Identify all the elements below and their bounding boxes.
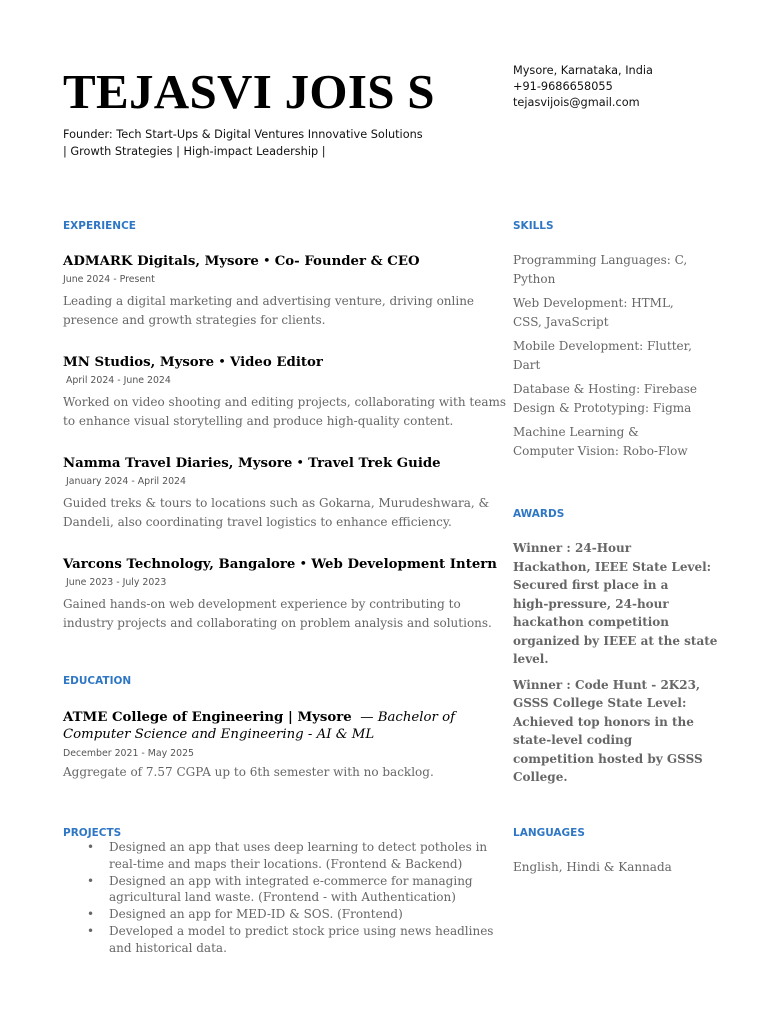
- project-item: [63, 873, 483, 907]
- job-description: [63, 494, 490, 531]
- job-description: [63, 393, 507, 430]
- award-line: competition hosted by GSSS: [513, 751, 703, 766]
- award-line: Hackathon, IEEE State Level:: [513, 559, 712, 574]
- skills-heading: SKILLS: [513, 220, 554, 232]
- job-description-line: industry projects and collaborating on problem analysis and solutions.: [63, 615, 492, 630]
- projects-list: [63, 839, 494, 957]
- separator-dot: •: [299, 557, 308, 572]
- education-detail: Aggregate of 7.57 CGPA up to 6th semester with no backlog.: [63, 765, 434, 779]
- skill-line: Database & Hosting: Firebase: [513, 382, 698, 396]
- award-line: organized by IEEE at the state: [513, 633, 718, 648]
- skill-line: CSS, JavaScript: [513, 314, 609, 329]
- award-item: [513, 539, 718, 669]
- award-line: hackathon competition: [513, 615, 670, 629]
- job-org: Varcons Technology, Bangalore: [63, 557, 296, 572]
- award-line: College.: [513, 770, 568, 784]
- project-item-line: agricultural land waste. (Frontend - with Authentication): [109, 890, 456, 905]
- job-date: January 2024 - April 2024: [66, 476, 186, 487]
- contact-block: [513, 63, 653, 111]
- skill-item: [513, 380, 703, 417]
- languages-heading: LANGUAGES: [513, 827, 585, 839]
- education-heading: EDUCATION: [63, 675, 132, 687]
- tagline-line: | Growth Strategies | High-impact Leadership |: [63, 145, 326, 158]
- awards-list: [513, 539, 718, 794]
- job-role: Co- Founder & CEO: [274, 254, 420, 269]
- job-role: Video Editor: [230, 355, 323, 370]
- award-item: [513, 676, 703, 787]
- skill-item: [513, 423, 703, 460]
- job-entry: [63, 353, 507, 430]
- job-description-line: to enhance visual storytelling and produce high-quality content.: [63, 413, 454, 428]
- contact-phone: +91-9686658055: [513, 80, 613, 93]
- job-role: Travel Trek Guide: [308, 456, 441, 471]
- job-description: [63, 292, 483, 329]
- education-date: December 2021 - May 2025: [63, 748, 195, 759]
- award-line: GSSS College State Level:: [513, 696, 687, 710]
- project-item: [63, 839, 488, 873]
- job-role: Web Development Intern: [311, 557, 497, 572]
- project-item: [63, 906, 483, 923]
- job-entry: [63, 252, 483, 329]
- project-item-line: • Designed an app for MED-ID & SOS. (Frontend): [109, 907, 403, 922]
- skill-line: Computer Vision: Robo-Flow: [513, 443, 688, 458]
- education-degree: Bachelor of: [377, 710, 456, 725]
- skill-line: Machine Learning &: [513, 425, 639, 439]
- resume-name: TEJASVI JOIS S: [63, 64, 435, 119]
- job-title: [63, 353, 483, 372]
- job-description-line: Worked on video shooting and editing projects, collaborating with teams: [63, 395, 507, 409]
- project-item-line: • Designed an app that uses deep learning to detect potholes in: [109, 840, 488, 854]
- project-item-line: and historical data.: [109, 940, 227, 955]
- job-org: MN Studios, Mysore: [63, 355, 215, 370]
- skill-line: Programming Languages: C,: [513, 253, 688, 267]
- skill-line: Web Development: HTML,: [513, 296, 674, 310]
- contact-email[interactable]: tejasvijois@gmail.com: [513, 96, 640, 109]
- separator-dot: •: [296, 456, 305, 471]
- project-item: [63, 923, 494, 957]
- projects-heading: PROJECTS: [63, 827, 122, 839]
- job-title: [63, 555, 497, 574]
- education-dash: —: [360, 710, 374, 725]
- project-item-line: real-time and maps their locations. (Frontend & Backend): [109, 856, 463, 871]
- job-date: June 2024 - Present: [63, 274, 155, 285]
- award-line: state-level coding: [513, 733, 633, 747]
- separator-dot: •: [218, 355, 226, 370]
- job-description-line: Dandeli, also coordinating travel logistics to enhance efficiency.: [63, 514, 452, 529]
- job-title: [63, 454, 483, 473]
- contact-location: Mysore, Karnataka, India: [513, 64, 653, 77]
- award-line: Achieved top honors in the: [513, 714, 694, 729]
- project-item-line: • Developed a model to predict stock price using news headlines: [109, 923, 494, 938]
- job-description-line: Leading a digital marketing and advertising venture, driving online: [63, 294, 475, 308]
- job-entry: [63, 555, 497, 632]
- job-entry: [63, 454, 490, 531]
- job-description-line: Gained hands-on web development experience by contributing to: [63, 597, 461, 611]
- education-title: [63, 709, 483, 743]
- skill-line: Design & Prototyping: Figma: [513, 400, 692, 415]
- education-entry: [63, 709, 483, 782]
- award-line: Winner : 24-Hour: [513, 541, 632, 555]
- skill-item: [513, 251, 703, 288]
- tagline-line: Founder: Tech Start-Ups & Digital Ventures Innovative Solutions: [63, 128, 423, 141]
- tagline: [63, 126, 423, 160]
- skill-item: [513, 337, 703, 374]
- education-degree-cont: Computer Science and Engineering - AI & ML: [63, 727, 375, 742]
- project-item-line: • Designed an app with integrated e-commerce for managing: [109, 873, 473, 888]
- experience-heading: EXPERIENCE: [63, 220, 136, 232]
- job-title: [63, 252, 483, 271]
- skill-item: [513, 294, 703, 331]
- job-description-line: Guided treks & tours to locations such as Gokarna, Murudeshwara, &: [63, 496, 490, 510]
- award-line: Winner : Code Hunt - 2K23,: [513, 677, 701, 692]
- job-description: [63, 595, 492, 632]
- skill-line: Dart: [513, 357, 541, 372]
- job-org: ADMARK Digitals, Mysore: [63, 254, 259, 269]
- job-date: June 2023 - July 2023: [66, 577, 167, 588]
- job-date: April 2024 - June 2024: [66, 375, 171, 386]
- separator-dot: •: [262, 254, 271, 269]
- award-line: level.: [513, 652, 549, 666]
- awards-heading: AWARDS: [513, 508, 565, 520]
- job-org: Namma Travel Diaries, Mysore: [63, 456, 293, 471]
- education-institution: ATME College of Engineering | Mysore: [63, 710, 352, 725]
- skill-line: Mobile Development: Flutter,: [513, 339, 692, 353]
- job-description-line: presence and growth strategies for clients.: [63, 312, 326, 327]
- award-line: Secured first place in a: [513, 578, 669, 592]
- award-line: high-pressure, 24-hour: [513, 596, 669, 611]
- skills-list: [513, 251, 703, 466]
- skill-line: Python: [513, 271, 556, 286]
- languages-value: English, Hindi & Kannada: [513, 860, 672, 874]
